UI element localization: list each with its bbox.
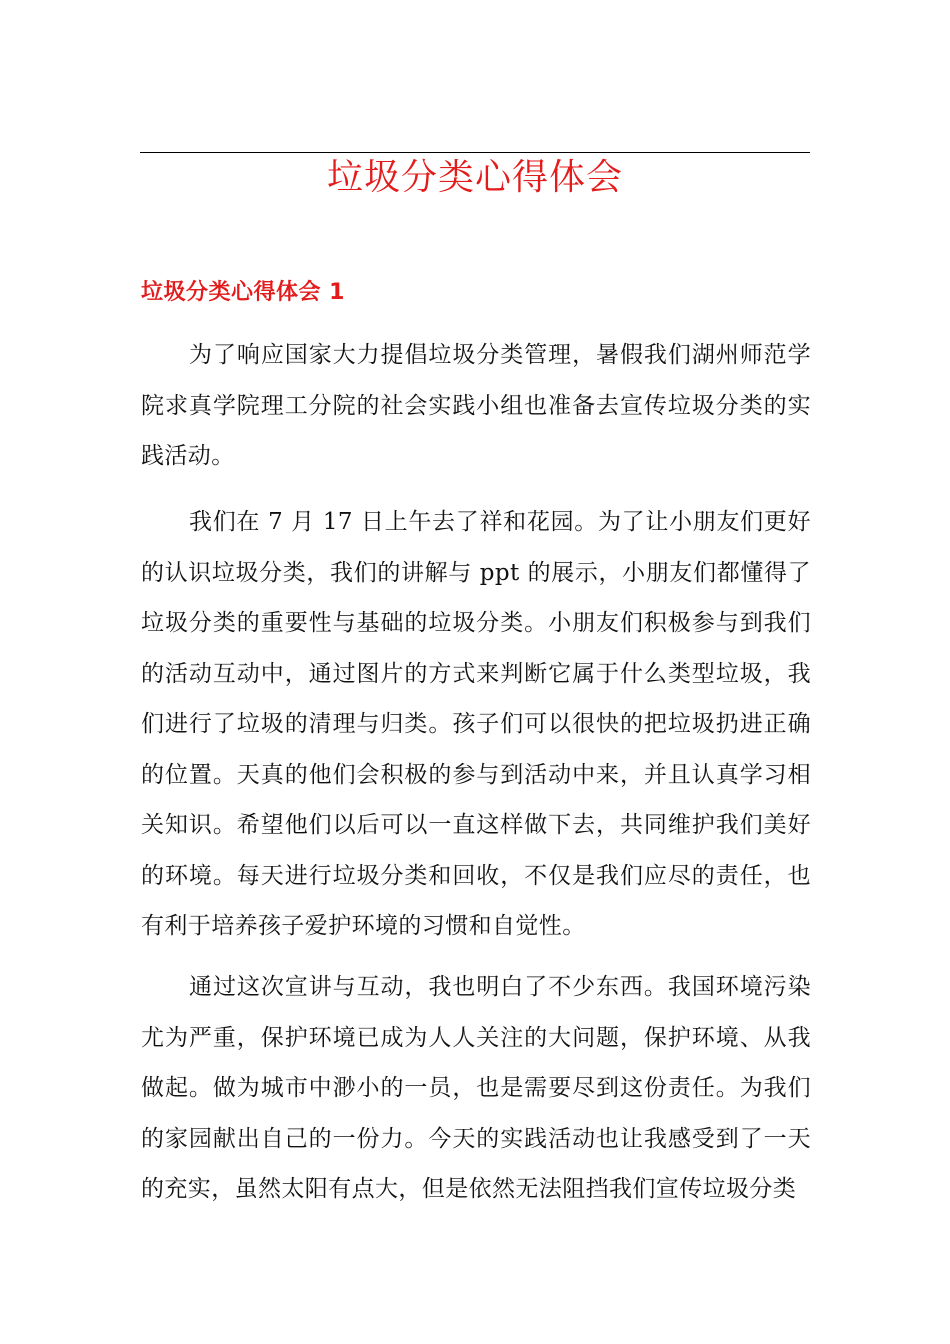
document-title: 垃圾分类心得体会 <box>326 157 623 198</box>
paragraph-2: 我们在 7 月 17 日上午去了祥和花园。为了让小朋友们更好的认识垃圾分类，我们的讲解与 ppt 的展示，小朋友们都懂得了垃圾分类的重要性与基础的垃圾分类。小朋友们积极参与到我们的活动互动中，通过图片的方式来判断它属于什么类型垃圾，我们进行了垃圾的清理与归类。孩子们可以很快的把垃圾扔进正确的位置。天真的他们会积极的参与到活动中来，并且认真学习相关知识。希望他们以后可以一直这样做下去，共同维护我们美好的环境。每天进行垃圾分类和回收，不仅是我们应尽的责任，也有利于培养孩子爱护环境的习惯和自觉性。 <box>141 509 811 939</box>
section-heading: 垃圾分类心得体会 1 <box>141 280 345 305</box>
paragraph-3: 通过这次宣讲与互动，我也明白了不少东西。我国环境污染尤为严重，保护环境已成为人人关注的大问题，保护环境、从我做起。做为城市中渺小的一员，也是需要尽到这份责任。为我们的家园献出自己的一份力。今天的实践活动也让我感受到了一天的充实，虽然太阳有点大，但是依然无法阻挡我们宣传垃圾分类 <box>141 974 811 1202</box>
paragraph-1: 为了响应国家大力提倡垃圾分类管理，暑假我们湖州师范学院求真学院理工分院的社会实践小组也准备去宣传垃圾分类的实践活动。 <box>141 342 811 469</box>
